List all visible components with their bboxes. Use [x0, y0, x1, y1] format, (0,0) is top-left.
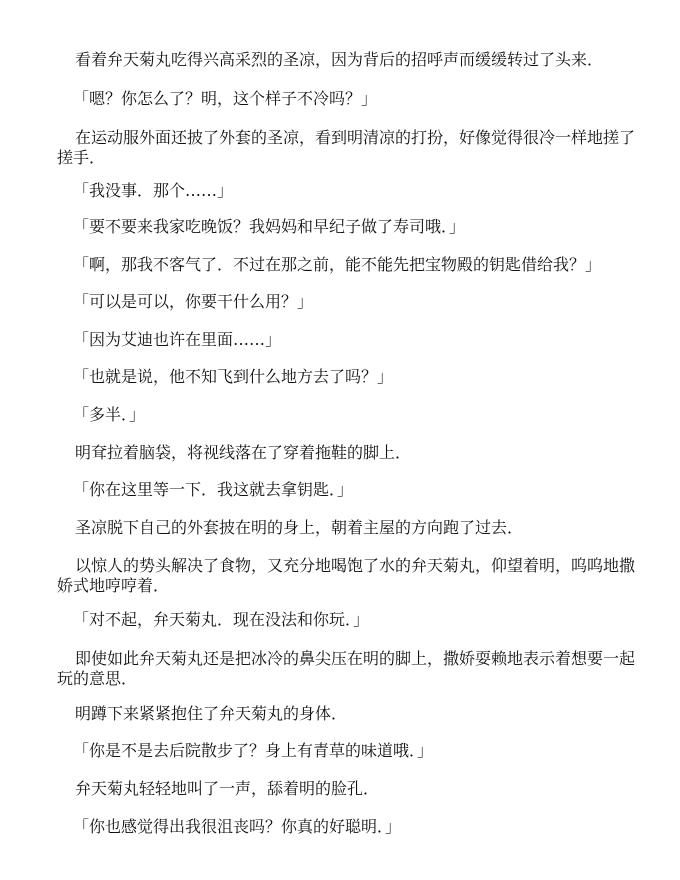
paragraph-6: 「啊，那我不客气了．不过在那之前，能不能先把宝物殿的钥匙借给我？」 — [73, 255, 602, 274]
paragraph-5: 「要不要来我家吃晚饭？我妈妈和早纪子做了寿司哦．」 — [73, 217, 466, 236]
paragraph-12: 「你在这里等一下．我这就去拿钥匙．」 — [73, 480, 354, 499]
paragraph-11: 明耷拉着脑袋，将视线落在了穿着拖鞋的脚上． — [75, 443, 412, 462]
paragraph-18: 「你是不是去后院散步了？身上有青草的味道哦．」 — [73, 741, 434, 760]
paragraph-10: 「多半．」 — [73, 405, 146, 424]
paragraph-14: 以惊人的势头解决了食物，又充分地喝饱了水的弁天菊丸，仰望着明，呜呜地撒娇式地哼哼着． — [57, 556, 636, 595]
paragraph-9: 「也就是说，他不知飞到什么地方去了吗？」 — [73, 367, 394, 386]
paragraph-16: 即使如此弁天菊丸还是把冰冷的鼻尖压在明的脚上，撒娇耍赖地表示着想要一起玩的意思． — [57, 649, 636, 688]
paragraph-8: 「因为艾迪也许在里面……」 — [73, 330, 282, 349]
paragraph-13: 圣凉脱下自己的外套披在明的身上，朝着主屋的方向跑了过去． — [75, 518, 524, 537]
paragraph-2: 「嗯？你怎么了？明，这个样子不冷吗？」 — [73, 89, 378, 108]
paragraph-15: 「对不起，弁天菊丸．现在没法和你玩．」 — [73, 610, 370, 629]
paragraph-3: 在运动服外面还披了外套的圣凉，看到明清凉的打扮，好像觉得很冷一样地搓了搓手． — [57, 128, 636, 167]
paragraph-17: 明蹲下来紧紧抱住了弁天菊丸的身体． — [75, 704, 348, 723]
paragraph-7: 「可以是可以，你要干什么用？」 — [73, 292, 314, 311]
paragraph-20: 「你也感觉得出我很沮丧吗？你真的好聪明．」 — [73, 817, 402, 836]
paragraph-19: 弁天菊丸轻轻地叫了一声，舔着明的脸孔． — [75, 779, 380, 798]
paragraph-4: 「我没事．那个……」 — [73, 181, 234, 200]
paragraph-1: 看着弁天菊丸吃得兴高采烈的圣凉，因为背后的招呼声而缓缓转过了头来． — [75, 50, 604, 69]
